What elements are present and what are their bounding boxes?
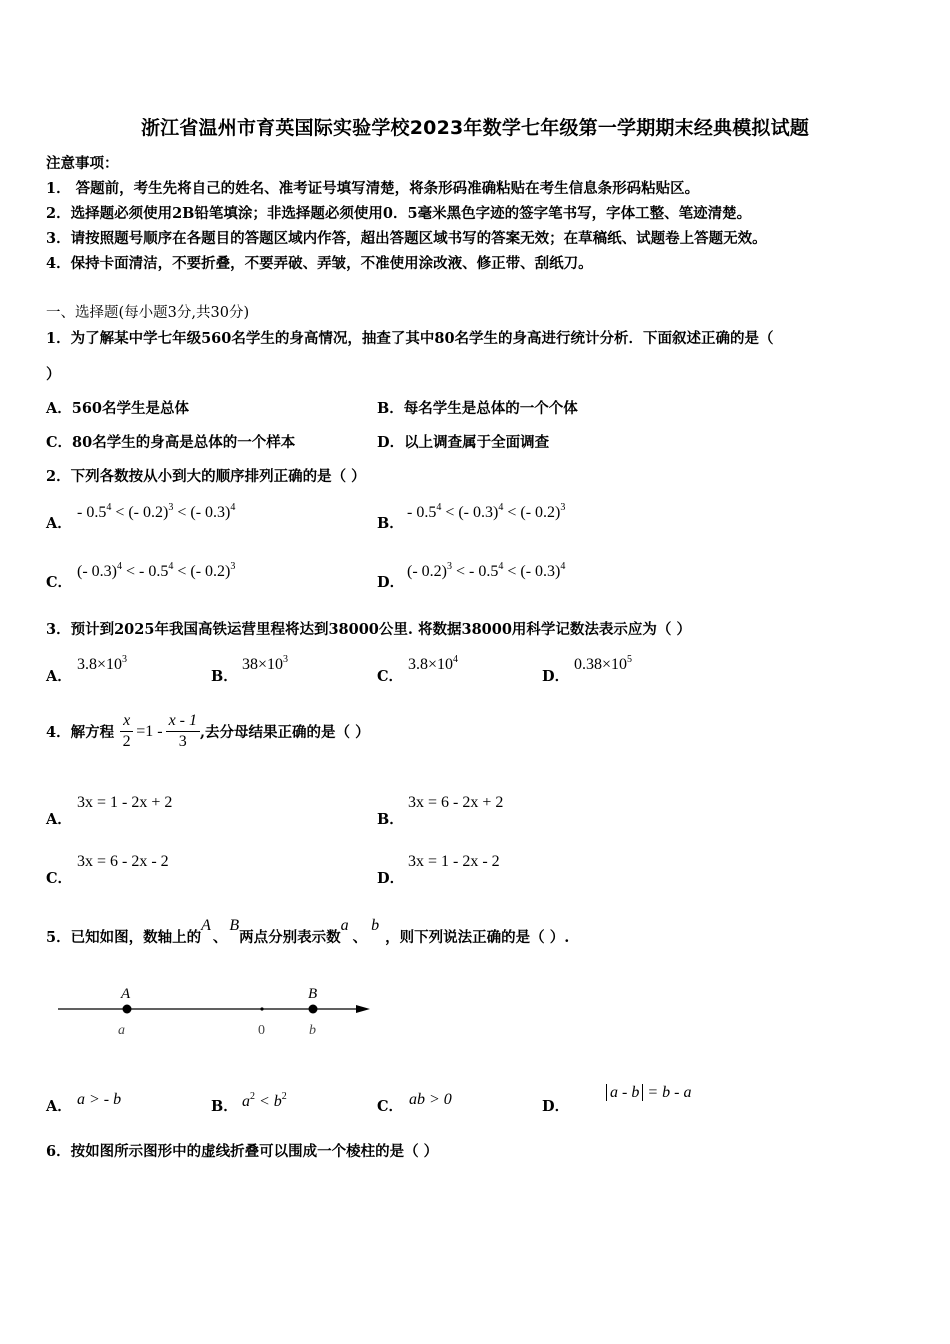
q1-option-d: D．以上调查属于全面调查 <box>377 434 550 451</box>
q3-label-c: C． <box>377 668 404 685</box>
q5-option-b: $a^2 < b^2$ <box>242 1091 287 1110</box>
question-5-stem: 5．已知如图，数轴上的A、B两点分别表示数a、b，则下列说法正确的是（ ）. <box>46 917 570 946</box>
value-a-label: a <box>118 1023 125 1038</box>
page-title: 浙江省温州市育英国际实验学校2023年数学七年级第一学期期末经典模拟试题 <box>140 117 810 139</box>
question-6-stem: 6．按如图所示图形中的虚线折叠可以围成一个棱柱的是（ ） <box>46 1143 439 1160</box>
q5-option-d: a - b = b - a <box>606 1084 691 1102</box>
q2-option-b: - $0.5^4$ < (- 0.3)$^4$ < (- 0.2)$^3$ <box>407 502 566 521</box>
notice-item: 1． 答题前，考生先将自己的姓名、准考证号填写清楚，将条形码准确粘贴在考生信息条形码粘贴区。 <box>46 180 700 197</box>
q4-option-c: 3x = 6 - 2x - 2 <box>77 853 169 870</box>
q5-option-a: a > - b <box>77 1091 122 1108</box>
q4-label-b: B． <box>377 811 404 828</box>
section-heading: 一、选择题(每小题3分,共30分) <box>46 305 250 321</box>
point-a-label: A <box>121 986 131 1002</box>
notice-item: 3．请按照题号顺序在各题目的答题区域内作答，超出答题区域书写的答案无效；在草稿纸、试题卷上答题无效。 <box>46 230 767 247</box>
q2-label-c: C． <box>46 574 73 591</box>
q3-option-a: $3.8\times 10^3$ <box>77 654 128 673</box>
question-4-stem: 4．解方程 $\frac{x}{2}$ =1 - $\frac{x - 1}{3}$ ,去分母结果正确的是（ ） <box>46 712 370 750</box>
point-b-dot <box>309 1005 318 1014</box>
q5-label-c: C． <box>377 1098 404 1115</box>
q3-option-b: $38\times 10^3$ <box>242 654 289 673</box>
q3-label-a: A． <box>46 668 72 685</box>
q5-label-b: B． <box>211 1098 238 1115</box>
notice-item: 2．选择题必须使用2B铅笔填涂；非选择题必须使用0．5毫米黑色字迹的签字笔书写，字体工整、笔迹清楚。 <box>46 205 752 222</box>
q4-option-d: 3x = 1 - 2x - 2 <box>408 853 500 870</box>
q2-label-d: D． <box>377 574 405 591</box>
q4-label-c: C． <box>46 870 73 887</box>
question-2-stem: 2．下列各数按从小到大的顺序排列正确的是（ ） <box>46 468 366 485</box>
notice-item: 4．保持卡面清洁，不要折叠，不要弄破、弄皱，不准使用涂改液、修正带、刮纸刀。 <box>46 255 593 272</box>
q3-option-c: $3.8\times 10^4$ <box>408 654 459 673</box>
point-b-label: B <box>308 986 318 1002</box>
q2-option-c: (- 0.3)$^4$ < - $0.5^4$ < (- 0.2)$^3$ <box>77 561 236 580</box>
q2-label-b: B． <box>377 515 404 532</box>
q4-label-d: D． <box>377 870 405 887</box>
fraction-x-minus-1-over-3: $\frac{x - 1}{3}$ <box>166 711 200 752</box>
point-a-dot <box>123 1005 132 1014</box>
q3-option-d: $0.38\times 10^5$ <box>574 654 633 673</box>
q4-label-a: A． <box>46 811 72 828</box>
q5-label-d: D． <box>542 1098 570 1115</box>
question-1-stem-end: ） <box>46 366 61 383</box>
q2-option-a: - $0.5^4$ < (- 0.2)$^3$ < (- 0.3)$^4$ <box>77 502 236 521</box>
q3-label-d: D． <box>542 668 570 685</box>
q1-option-c: C．80名学生的身高是总体的一个样本 <box>46 434 296 451</box>
value-b-label: b <box>309 1023 316 1038</box>
number-line-figure <box>50 980 380 1042</box>
value-0-label: 0 <box>258 1023 265 1038</box>
question-3-stem: 3．预计到2025年我国高铁运营里程将达到38000公里. 将数据38000用科学记数法表示应为（ ） <box>46 621 691 638</box>
q2-label-a: A． <box>46 515 72 532</box>
q1-option-b: B．每名学生是总体的一个个体 <box>377 400 578 417</box>
origin-dot <box>260 1007 263 1010</box>
q4-option-b: 3x = 6 - 2x + 2 <box>408 794 504 811</box>
notice-heading: 注意事项： <box>46 155 119 172</box>
q1-option-a: A．560名学生是总体 <box>46 400 190 417</box>
question-1-stem: 1．为了解某中学七年级560名学生的身高情况，抽查了其中80名学生的身高进行统计分析．下面叙述正确的是（ <box>46 330 774 347</box>
q5-label-a: A． <box>46 1098 72 1115</box>
q2-option-d: (- 0.2)$^3$ < - $0.5^4$ < (- 0.3)$^4$ <box>407 561 566 580</box>
q3-label-b: B． <box>211 668 238 685</box>
q5-option-c: ab > 0 <box>409 1091 452 1108</box>
number-line-arrow <box>356 1005 370 1013</box>
q4-option-a: 3x = 1 - 2x + 2 <box>77 794 173 811</box>
fraction-x-over-2: $\frac{x}{2}$ <box>120 711 133 752</box>
